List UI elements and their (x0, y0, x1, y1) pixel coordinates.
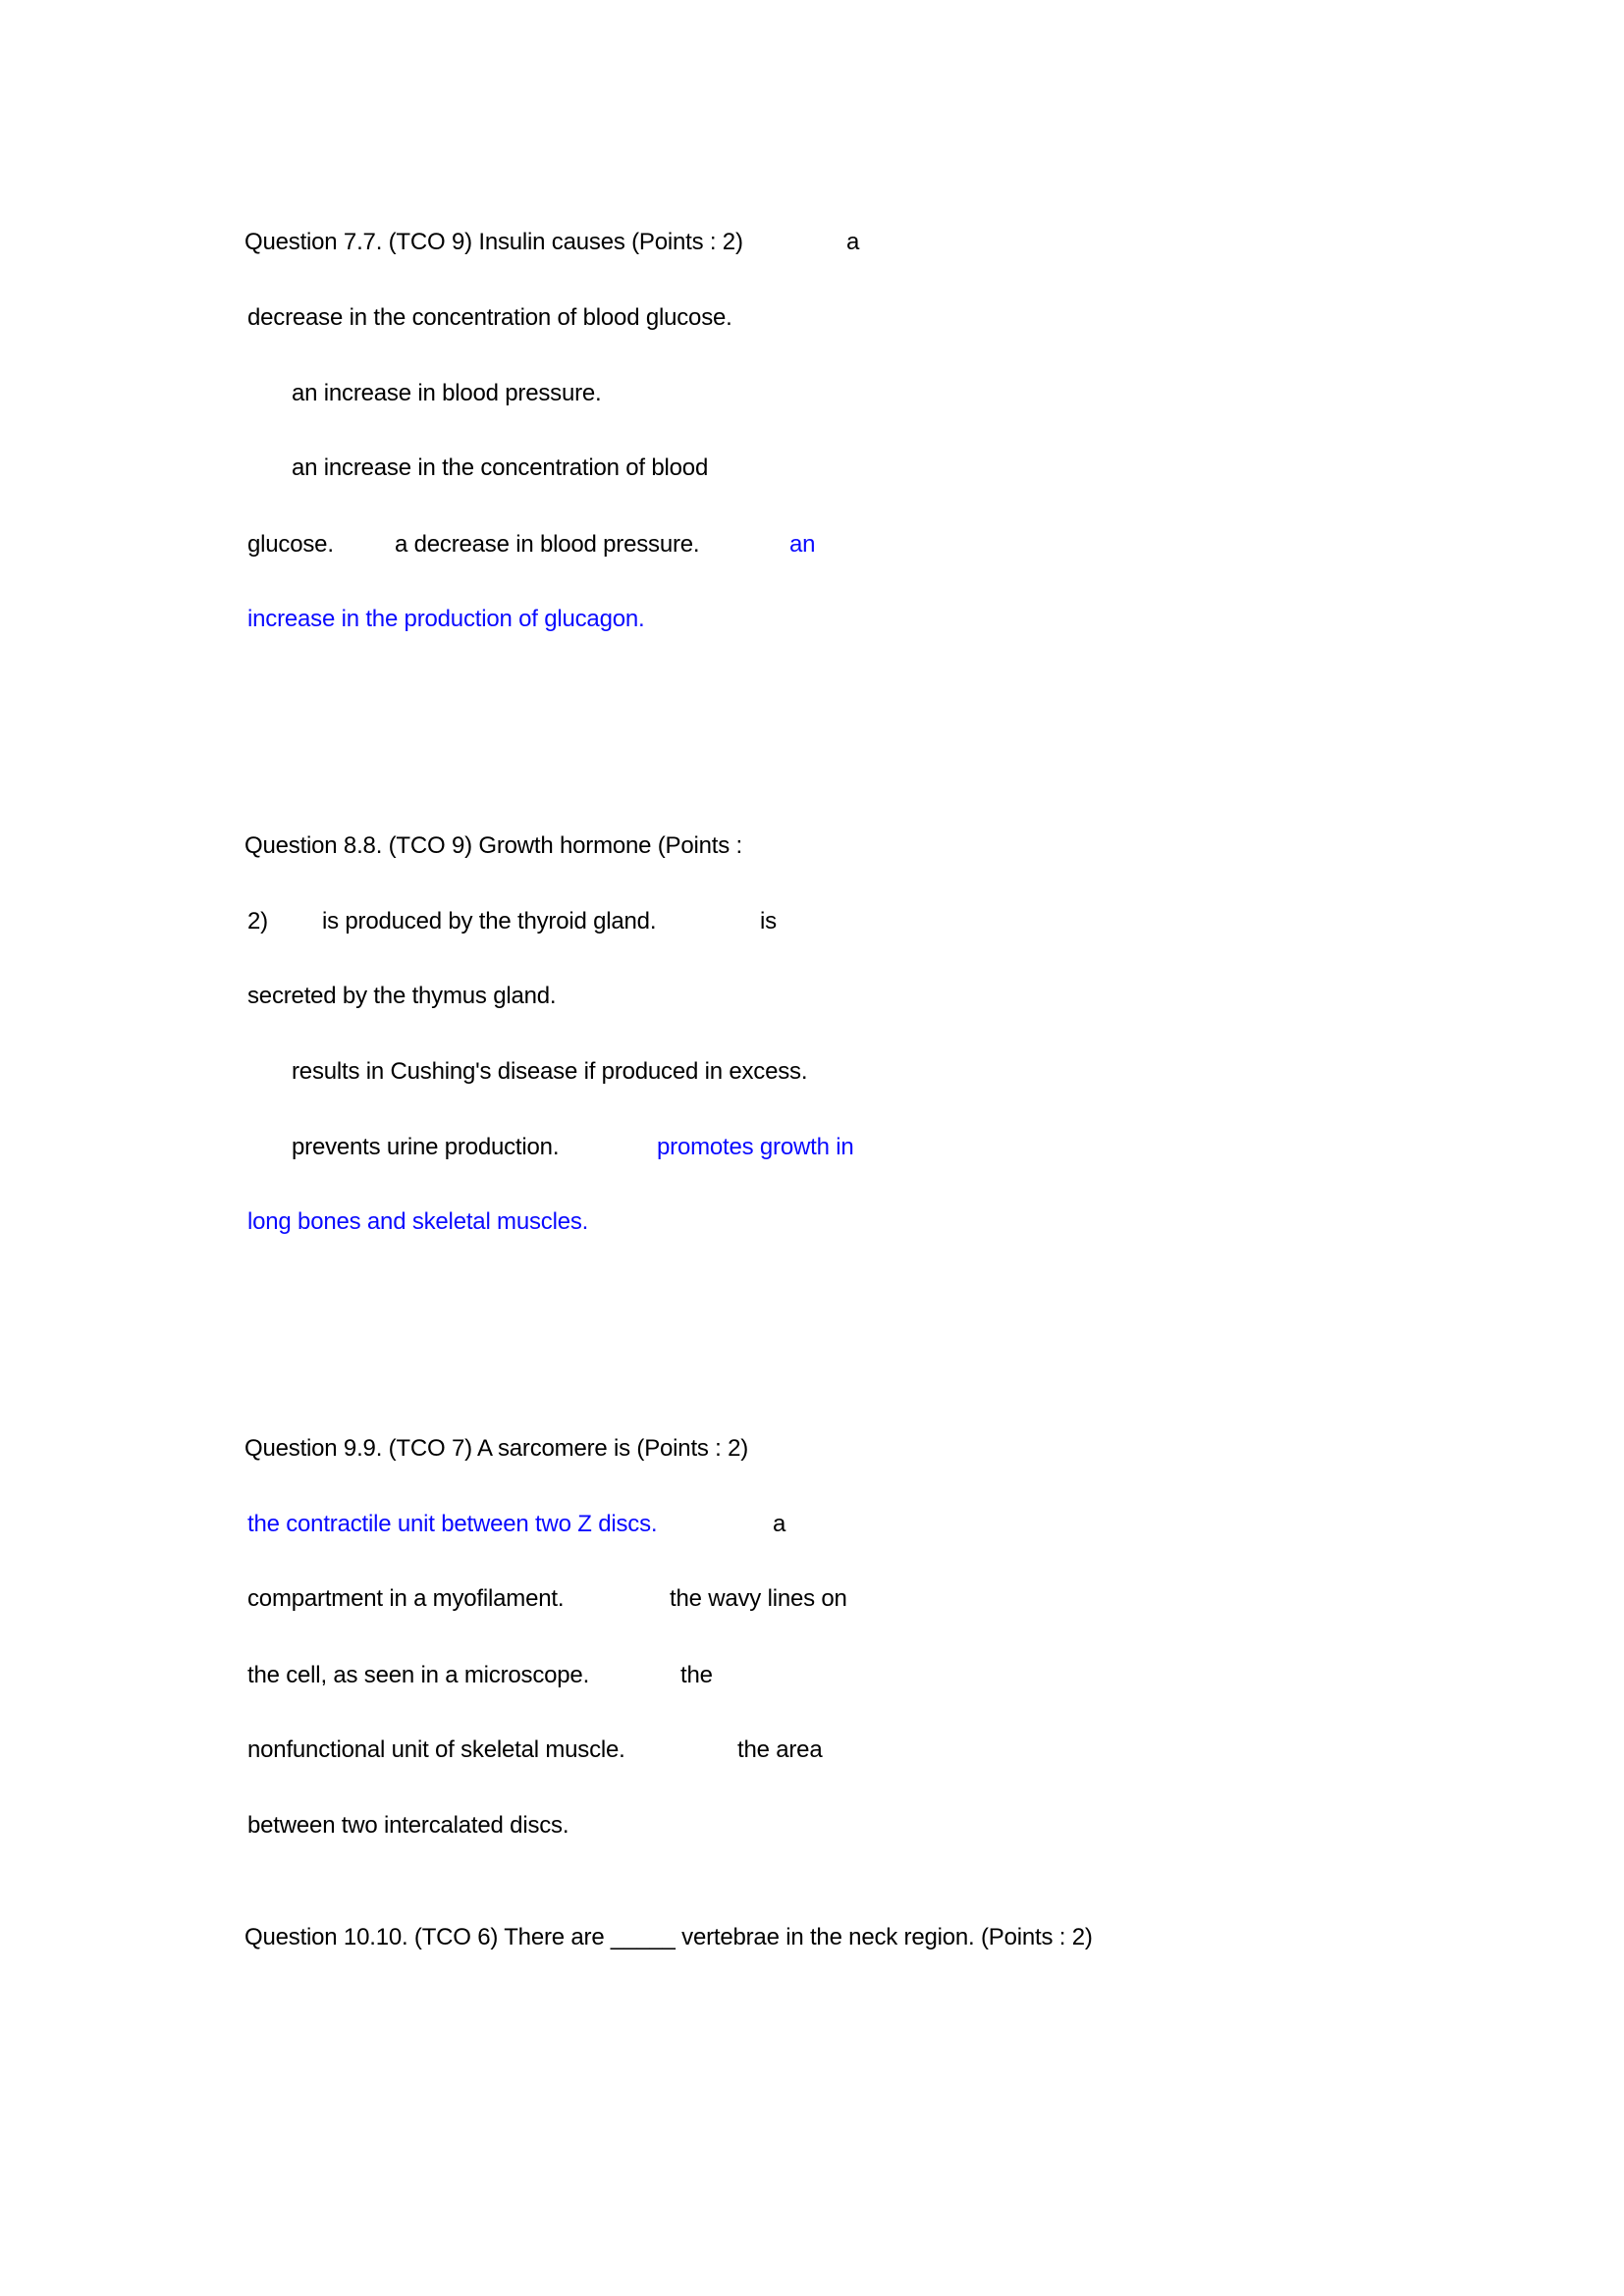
q9-option-text: a (773, 1511, 786, 1537)
q8-option-text: results in Cushing's disease if produced in excess. (292, 1058, 808, 1085)
q9-option-text: the cell, as seen in a microscope. (247, 1662, 590, 1688)
q8-option-text: secreted by the thymus gland. (247, 983, 557, 1009)
q7-option-text: an increase in blood pressure. (292, 380, 602, 406)
q8-option-text: is (760, 908, 777, 934)
question-8-prompt: Question 8.8. (TCO 9) Growth hormone (Points : (244, 832, 742, 859)
q8-option-text: 2) (247, 908, 268, 934)
q7-option-text: an increase in the concentration of blood (292, 454, 709, 481)
q9-option-text: the area (737, 1736, 823, 1763)
q8-option-text: prevents urine production. (292, 1134, 560, 1160)
question-9-prompt: Question 9.9. (TCO 7) A sarcomere is (Points : 2) (244, 1435, 749, 1462)
q7-option-fragment: a (846, 229, 860, 255)
q7-option-text: a decrease in blood pressure. (395, 531, 700, 558)
q7-correct-answer: an (789, 531, 816, 558)
q9-option-text: between two intercalated discs. (247, 1812, 569, 1839)
q9-option-text: the wavy lines on (670, 1585, 847, 1612)
q7-option-text: decrease in the concentration of blood glucose. (247, 304, 732, 331)
q7-correct-answer: increase in the production of glucagon. (247, 606, 645, 632)
q7-option-text: glucose. (247, 531, 334, 558)
question-7-prompt: Question 7.7. (TCO 9) Insulin causes (Points : 2) (244, 229, 743, 255)
q8-correct-answer: long bones and skeletal muscles. (247, 1208, 589, 1235)
q9-option-text: compartment in a myofilament. (247, 1585, 565, 1612)
q9-correct-answer: the contractile unit between two Z discs. (247, 1511, 658, 1537)
q8-correct-answer: promotes growth in (657, 1134, 854, 1160)
q9-option-text: the (680, 1662, 713, 1688)
q9-option-text: nonfunctional unit of skeletal muscle. (247, 1736, 625, 1763)
q8-option-text: is produced by the thyroid gland. (322, 908, 657, 934)
question-10-prompt: Question 10.10. (TCO 6) There are _____ vertebrae in the neck region. (Points : 2) (244, 1924, 1093, 1950)
